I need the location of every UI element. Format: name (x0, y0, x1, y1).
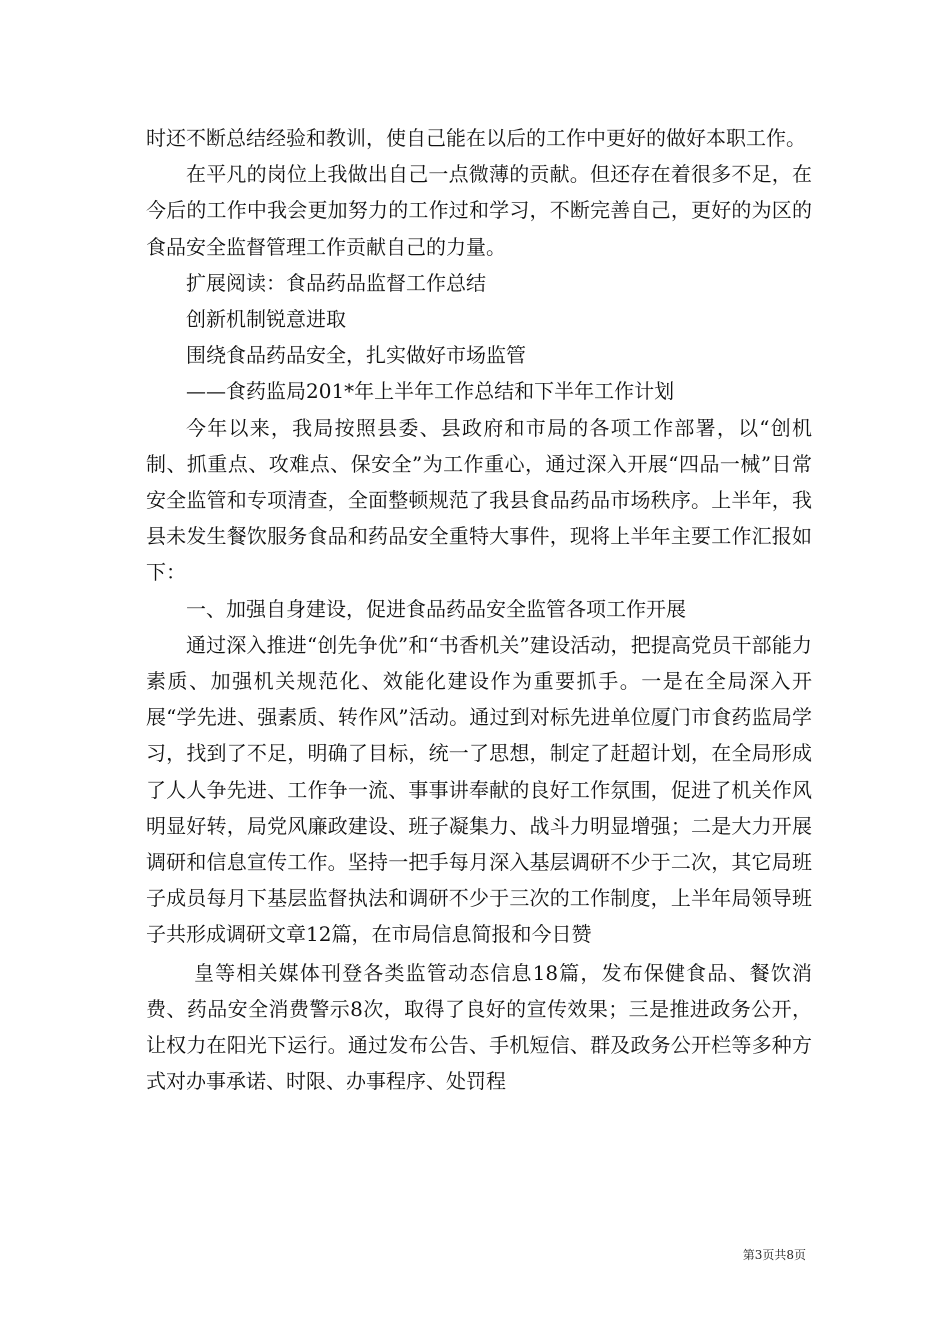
paragraph-continuation: 时还不断总结经验和教训，使自己能在以后的工作中更好的做好本职工作。 (146, 126, 806, 150)
paragraph-intro: 今年以来，我局按照县委、县政府和市局的各项工作部署，以“创机制、抓重点、攻难点、保安全”为工作重心，通过深入开展“四品一械”日常安全监管和专项清查，全面整顿规范了我县食品药品市场秩序。上半年，我县未发生餐饮服务食品和药品安全重特大事件，现将上半年主要工作汇报如下： (146, 415, 812, 585)
paragraph-self-building: 通过深入推进“创先争优”和“书香机关”建设活动，把提高党员干部能力素质、加强机关规范化、效能化建设作为重要抓手。一是在全局深入开展“学先进、强素质、转作风”活动。通过到对标先进单位厦门市食药监局学习，找到了不足，明确了目标，统一了思想，制定了赶超计划，在全局形成了人人争先进、工作争一流、事事讲奉献的良好工作氛围，促进了机关作风明显好转，局党风廉政建设、班子凝集力、战斗力明显增强；二是大力开展调研和信息宣传工作。坚持一把手每月深入基层调研不少于二次，其它局班子成员每月下基层监督执法和调研不少于三次的工作制度，上半年局领导班子共形成调研文章12篇，在市局信息简报和今日赞 (146, 632, 812, 947)
paragraph-extended-reading: 扩展阅读：食品药品监督工作总结 (186, 270, 486, 295)
document-body (146, 120, 812, 1099)
paragraph-heading-innovation: 创新机制锐意进取 (186, 307, 346, 332)
paragraph-publicity: 皇等相关媒体刊登各类监管动态信息18篇，发布保健食品、餐饮消费、药品安全消费警示8次，取得了良好的宣传效果；三是推进政务公开，让权力在阳光下运行。通过发布公告、手机短信、群及政务公开栏等多种方式对办事承诺、时限、办事程序、处罚程 (146, 960, 812, 1094)
paragraph-subtitle-report: ——食药监局201*年上半年工作总结和下半年工作计划 (186, 379, 675, 404)
section-heading-one: 一、加强自身建设，促进食品药品安全监管各项工作开展 (186, 596, 686, 621)
paragraph-contribution: 在平凡的岗位上我做出自己一点微薄的贡献。但还存在着很多不足，在今后的工作中我会更加努力的工作过和学习，不断完善自己，更好的为区的食品安全监督管理工作贡献自己的力量。 (146, 162, 812, 259)
page-number-footer: 第3页共8页 (742, 1248, 806, 1262)
paragraph-heading-market-supervision: 围绕食品药品安全，扎实做好市场监管 (186, 343, 526, 368)
